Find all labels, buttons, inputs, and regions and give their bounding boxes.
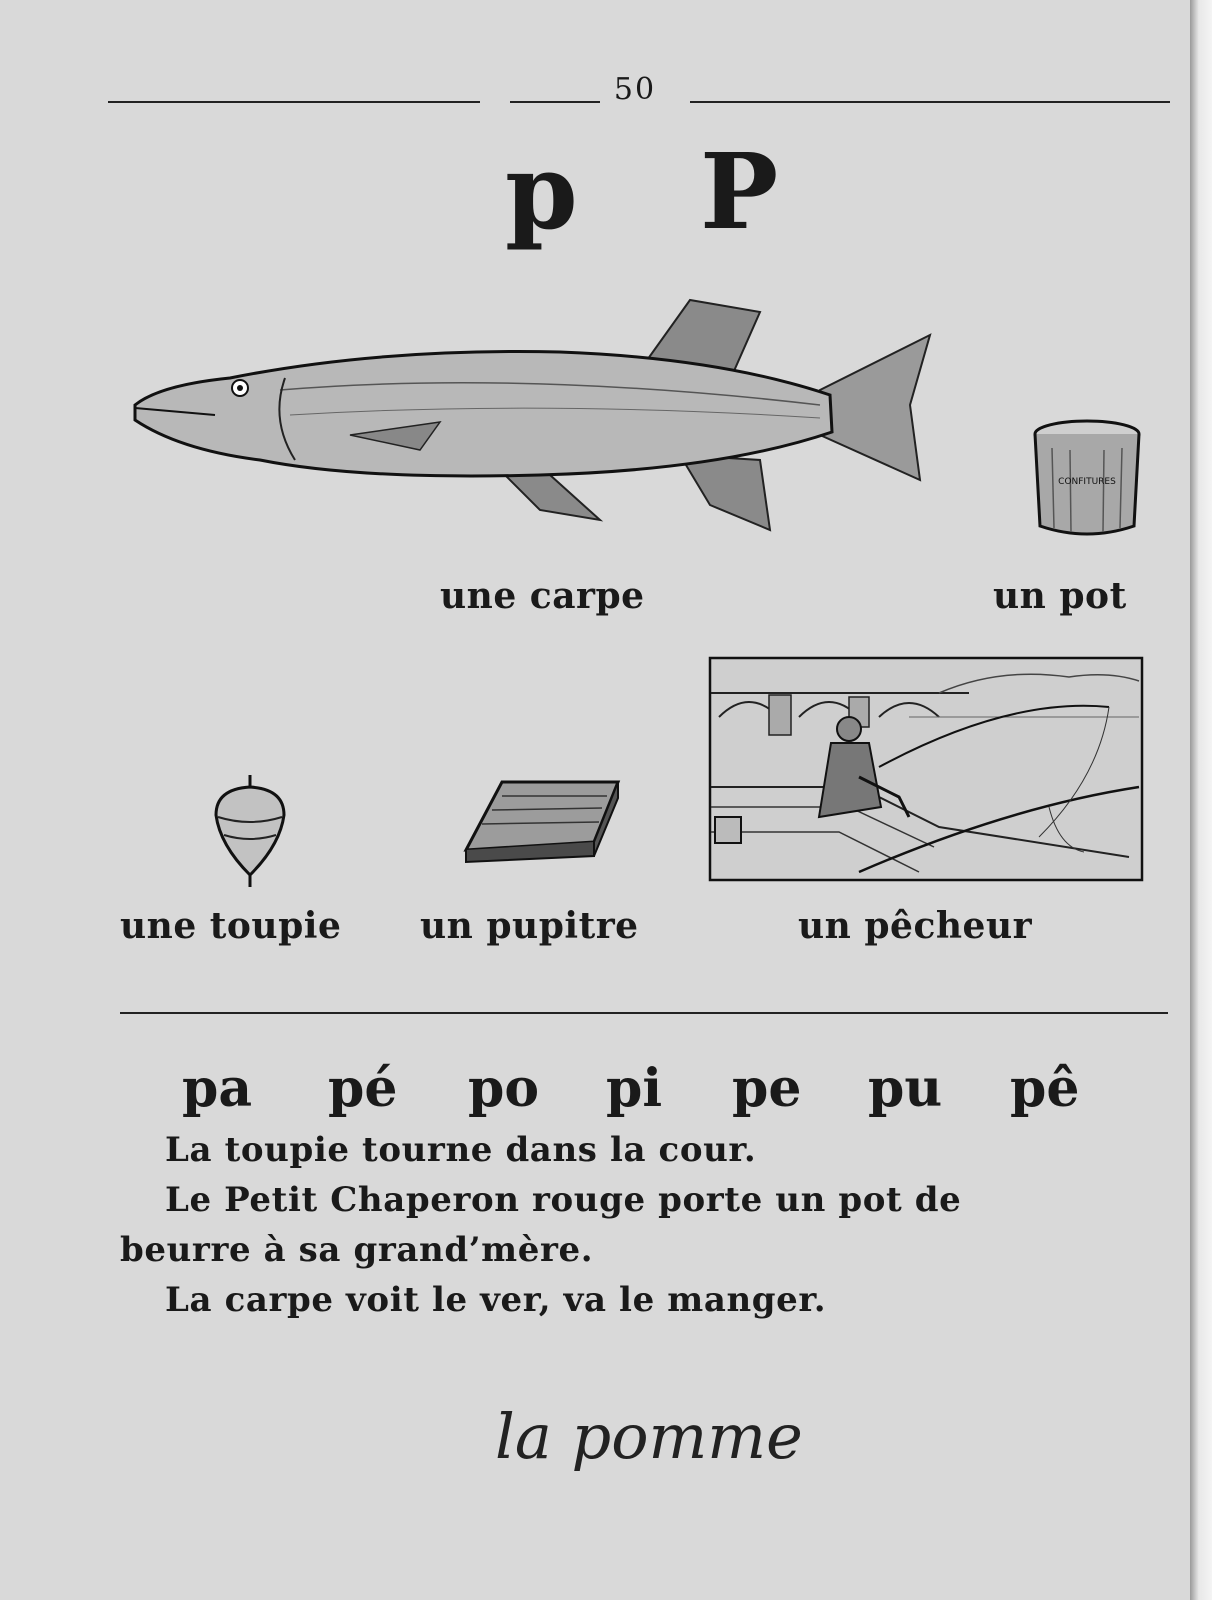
syllable-pe-circumflex: pê (1010, 1058, 1080, 1119)
caption-carpe: une carpe (440, 575, 645, 617)
book-spine-shadow (1190, 0, 1212, 1600)
cursive-word: la pomme (495, 1400, 803, 1473)
syllable-po: po (468, 1058, 540, 1119)
page-number: 50 (613, 72, 657, 107)
fisherman-illustration (709, 657, 1143, 881)
sentence-3: La carpe voit le ver, va le manger. (165, 1280, 827, 1320)
syllable-pa: pa (182, 1058, 253, 1119)
sentence-1: La toupie tourne dans la cour. (165, 1130, 757, 1170)
caption-pot: un pot (993, 575, 1127, 617)
syllable-pu: pu (868, 1058, 943, 1119)
syllable-pe: pe (732, 1058, 802, 1119)
fish-illustration (120, 290, 960, 550)
syllable-pe-acute: pé (328, 1058, 398, 1119)
sentence-2: Le Petit Chaperon rouge porte un pot de (165, 1180, 962, 1220)
syllable-pi: pi (606, 1058, 663, 1119)
letter-uppercase: P (700, 130, 779, 253)
header-rule-center (510, 101, 600, 103)
caption-toupie: une toupie (120, 905, 342, 947)
spinning-top-illustration (210, 775, 290, 895)
jam-pot-illustration (1030, 418, 1145, 543)
letter-lowercase: p (505, 130, 578, 253)
header-rule-right (690, 101, 1170, 103)
header-rule-left (108, 101, 480, 103)
caption-pupitre: un pupitre (420, 905, 639, 947)
section-rule (120, 1012, 1168, 1014)
pot-label: CONFITURES (1058, 477, 1116, 487)
sentence-2-continued: beurre à sa grand’mère. (120, 1230, 594, 1270)
desk-illustration (462, 778, 622, 868)
caption-pecheur: un pêcheur (798, 905, 1033, 947)
